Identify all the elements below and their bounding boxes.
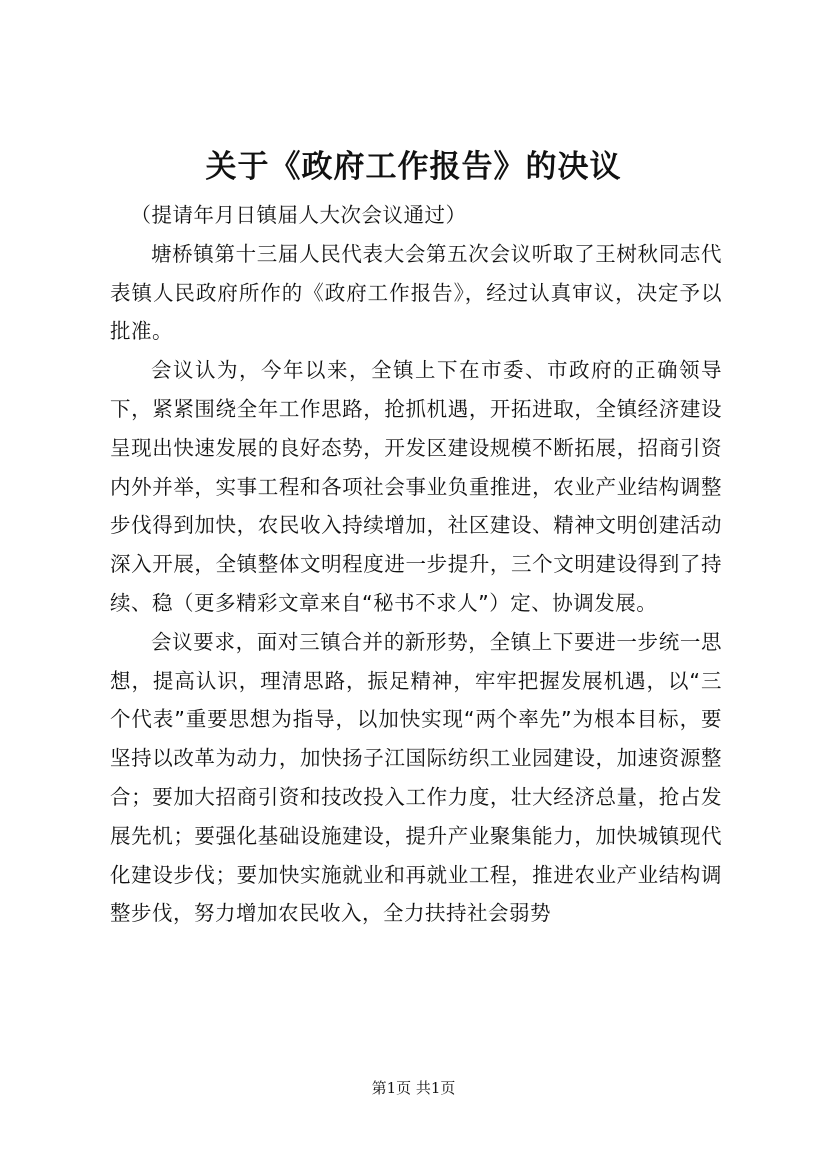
paragraph: 会议认为，今年以来，全镇上下在市委、市政府的正确领导下，紧紧围绕全年工作思路，抢抓机遇，开拓进取，全镇经济建设呈现出快速发展的良好态势，开发区建设规模不断拓展，招商引资内外并举，实事工程和各项社会事业负重推进，农业产业结构调整步伐得到加快，农民收入持续增加，社区建设、精神文明创建活动深入开展，全镇整体文明程度进一步提升，三个文明建设得到了持续、稳（更多精彩文章来自“秘书不求人”）定、协调发展。 [110,358,722,615]
paragraph: 会议要求，面对三镇合并的新形势，全镇上下要进一步统一思想，提高认识，理清思路，振足精神，牢牢把握发展机遇，以“三个代表”重要思想为指导，以加快实现“两个率先”为根本目标，要坚持以改革为动力，加快扬子江国际纺织工业园建设，加速资源整合；要加大招商引资和技改投入工作力度，壮大经济总量，抢占发展先机；要强化基础设施建设，提升产业聚集能力，加快城镇现代化建设步伐；要加快实施就业和再就业工程，推进农业产业结构调整步伐，努力增加农民收入，全力扶持社会弱势 [110,629,722,926]
document-body [110,196,722,933]
page-number-footer: 第1页 共1页 [371,1079,456,1097]
document-title: 关于《政府工作报告》的决议 [205,149,622,185]
document-subtitle: （提请年月日镇届人大次会议通过） [130,203,467,227]
paragraph: 塘桥镇第十三届人民代表大会第五次会议听取了王树秋同志代表镇人民政府所作的《政府工作报告》，经过认真审议，决定予以批准。 [110,241,722,344]
